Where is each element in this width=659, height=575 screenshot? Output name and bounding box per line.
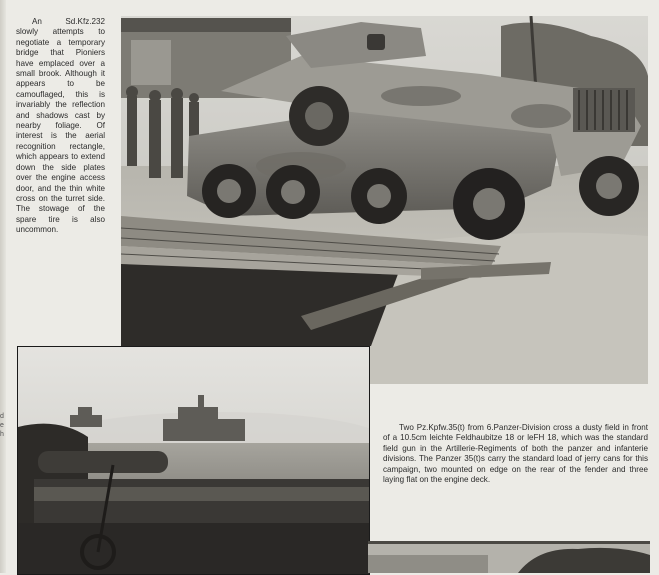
caption-armored-car [16, 17, 105, 236]
caption-panzer-howitzer-text: Two Pz.Kpfw.35(t) from 6.Panzer-Division cross a dusty field in front of a 10.5cm leichte Feldhaubitze 18 or leFH 18, which was the standard field gun in the Artillerie-Regiments of both the panzer and infanterie divisions. The Panzer 35(t)s carry the standard load of jerry cans for this campaign, two mounted on edge on the rear of the fender and three laying flat on the engine deck. [383, 423, 648, 485]
margin-letter: e [0, 422, 4, 429]
margin-letter: d [0, 413, 4, 420]
caption-armored-car-text: An Sd.Kfz.232 slowly attempts to negotiate a temporary bridge that Pioniers have emplaced over a small brook. Although it appears to be camouflaged, this is invariably the reflection and shadows cast by nearby foliage. Of interest is the aerial recognition rectangle, which appears to extend down the side plates over the engine access door, and the thin white cross on the turret side. The stowage of the spare tire is also uncommon. [16, 17, 105, 235]
margin-text-fragment [0, 412, 8, 439]
bottom-photo-illustration [368, 541, 650, 573]
caption-panzer-howitzer [383, 423, 648, 485]
photo-howitzer-field [17, 346, 370, 575]
photo-bottom-cropped [368, 541, 650, 573]
armored-car-photo-illustration [121, 16, 648, 384]
page-edge [0, 0, 6, 573]
howitzer-photo-illustration [18, 347, 369, 574]
photo-armored-car-bridge [121, 16, 648, 384]
margin-letter: h [0, 431, 4, 438]
